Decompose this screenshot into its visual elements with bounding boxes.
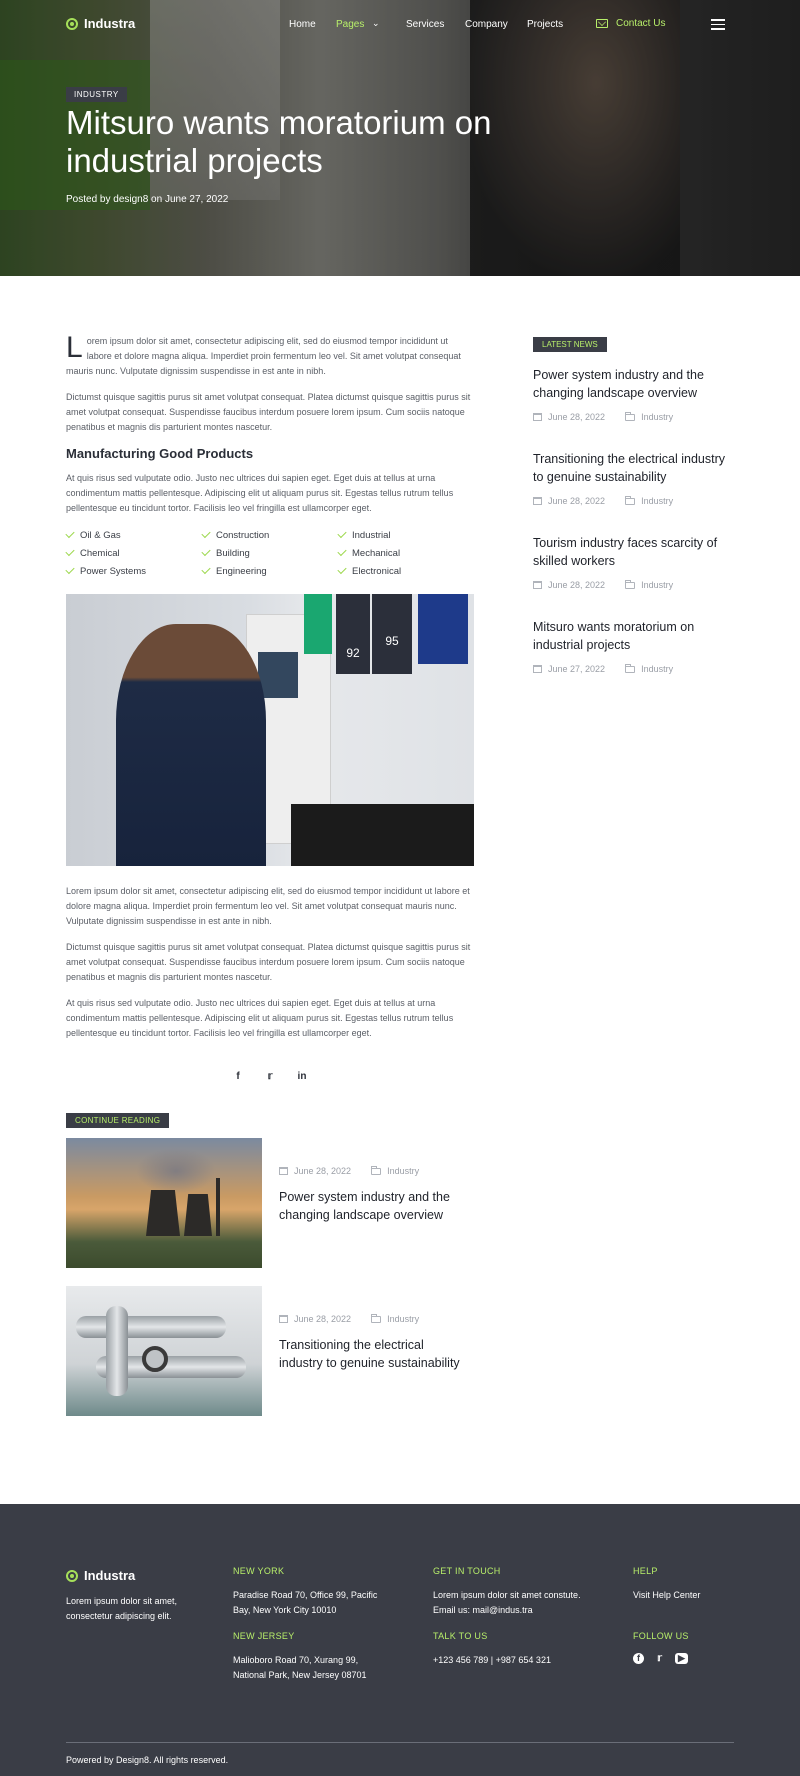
- dropcap: L: [66, 331, 83, 364]
- man-with-phone: [116, 624, 266, 866]
- checklist-label: Power Systems: [80, 565, 146, 577]
- pump-label-95: 95: [372, 594, 412, 674]
- checklist-item: [66, 528, 202, 542]
- nav-home[interactable]: Home: [289, 19, 316, 30]
- social-links: [633, 1653, 743, 1664]
- post-meta-row: [533, 412, 733, 422]
- check-icon: [65, 547, 74, 556]
- post-date-text: June 28, 2022: [294, 1166, 352, 1176]
- checklist-label: Mechanical: [352, 547, 401, 559]
- latest-news-title[interactable]: Power system industry and the changing landscape overview: [533, 368, 704, 400]
- post-category[interactable]: [625, 412, 673, 422]
- checklist-label: Building: [216, 547, 250, 559]
- footer-col-follow-us: [633, 1629, 743, 1664]
- feature-checklist: [66, 528, 474, 578]
- post-category-text: Industry: [387, 1314, 420, 1324]
- linkedin-icon[interactable]: in: [297, 1071, 307, 1082]
- folder-icon: [625, 498, 635, 505]
- check-icon: [337, 565, 346, 574]
- footer-heading: NEW YORK: [233, 1566, 285, 1576]
- post-date-text: June 28, 2022: [548, 580, 606, 590]
- calendar-icon: [533, 413, 542, 421]
- footer-brand-name: Industra: [84, 1568, 136, 1583]
- latest-news-item[interactable]: [533, 534, 733, 590]
- article-paragraph: At quis risus sed vulputate odio. Justo nec ultrices dui sapien eget. Eget duis at tellus at urna condimentum mattis pellentesque. Adipiscing elit ut aliquam purus sit. Egestas tellus rutrum tellus pellentesque eu tincidunt tortor. Facilisis leo vel fringilla est ullamcorper eget.: [66, 473, 454, 513]
- share-links: [66, 1071, 474, 1082]
- post-meta-row: [533, 496, 733, 506]
- post-category-text: Industry: [641, 580, 674, 590]
- article-body: [66, 331, 474, 1434]
- page-title: Mitsuro wants moratorium on industrial projects: [66, 104, 492, 179]
- folder-icon: [625, 582, 635, 589]
- latest-news-title[interactable]: Tourism industry faces scarcity of skilled workers: [533, 536, 718, 568]
- logo-icon: [66, 18, 78, 30]
- post-date: [279, 1314, 351, 1324]
- latest-news-item[interactable]: [533, 366, 733, 422]
- latest-news-item[interactable]: [533, 450, 733, 506]
- calendar-icon: [533, 665, 542, 673]
- check-icon: [201, 565, 210, 574]
- pump-nozzles: [291, 804, 474, 866]
- footer-address: Paradise Road 70, Office 99, Pacific Bay, New York City 10010: [233, 1590, 378, 1615]
- post-date: [533, 664, 605, 674]
- footer-divider: [66, 1742, 734, 1743]
- nav-services[interactable]: Services: [406, 19, 445, 30]
- latest-news-label: LATEST NEWS: [533, 337, 607, 352]
- intro-text: orem ipsum dolor sit amet, consectetur adipiscing elit, sed do eiusmod tempor incididunt ut labore et dolore magna aliqua. Imperdiet proin fermentum leo vel. Sit amet volutpat consequat mauris nunc. Vulputate dignissim suspendisse in est ante in nibh.: [66, 336, 461, 376]
- related-post-body: [279, 1286, 469, 1416]
- hero-category-badge[interactable]: INDUSTRY: [66, 87, 127, 102]
- post-date: [279, 1166, 351, 1176]
- calendar-icon: [533, 497, 542, 505]
- post-meta-row: [533, 664, 733, 674]
- pump-label-92: 92: [336, 594, 370, 674]
- latest-news-title[interactable]: Transitioning the electrical industry to genuine sustainability: [533, 452, 725, 484]
- nav-company[interactable]: Company: [465, 19, 508, 30]
- article-paragraph: At quis risus sed vulputate odio. Justo nec ultrices dui sapien eget. Eget duis at tellus at urna condimentum mattis pellentesque. Adipiscing elit ut aliquam purus sit. Egestas tellus rutrum tellus pellentesque eu tincidunt tortor. Facilisis leo vel fringilla est ullamcorper eget.: [66, 998, 454, 1038]
- top-navbar: [0, 0, 800, 50]
- post-date: [533, 496, 605, 506]
- post-meta: Posted by design8 on June 27, 2022: [66, 194, 229, 205]
- post-category-text: Industry: [641, 664, 674, 674]
- logo-icon: [66, 1570, 78, 1582]
- brand-name: Industra: [84, 16, 136, 31]
- post-meta-row: [279, 1314, 469, 1324]
- facebook-icon[interactable]: f: [633, 1653, 644, 1664]
- footer-brand-logo[interactable]: [66, 1568, 135, 1583]
- nav-projects[interactable]: Projects: [527, 19, 564, 30]
- footer-about: Lorem ipsum dolor sit amet, consectetur adipiscing elit.: [66, 1596, 178, 1621]
- post-category[interactable]: [625, 580, 673, 590]
- checklist-item: [66, 546, 202, 560]
- article-image: [66, 594, 474, 866]
- checklist-label: Oil & Gas: [80, 529, 121, 541]
- chevron-down-icon[interactable]: ⌄: [372, 18, 380, 28]
- checklist-item: [202, 528, 338, 542]
- post-date-text: June 28, 2022: [548, 496, 606, 506]
- related-post-image-power-plant[interactable]: [66, 1138, 262, 1268]
- article-paragraph: Dictumst quisque sagittis purus sit amet volutpat consequat. Platea dictumst quisque sagittis purus sit amet volutpat consequat. Suspendisse faucibus interdum posuere lorem ipsum. Cum sociis natoque penatibus et magnis dis parturient montes nascetur.: [66, 392, 471, 432]
- footer-heading: HELP: [633, 1566, 658, 1576]
- contact-us-button[interactable]: [596, 18, 665, 29]
- post-date: [533, 580, 605, 590]
- related-post-body: [279, 1138, 469, 1268]
- pump-green-column: [304, 594, 332, 654]
- brand-logo[interactable]: [66, 16, 135, 31]
- check-icon: [337, 547, 346, 556]
- article-paragraph: Dictumst quisque sagittis purus sit amet volutpat consequat. Platea dictumst quisque sagittis purus sit amet volutpat consequat. Suspendisse faucibus interdum posuere lorem ipsum. Cum sociis natoque penatibus et magnis dis parturient montes nascetur.: [66, 942, 471, 982]
- check-icon: [65, 529, 74, 538]
- folder-icon: [371, 1316, 381, 1323]
- nav-pages[interactable]: Pages: [336, 19, 365, 30]
- sidebar-latest-news: [533, 334, 733, 702]
- hero-section: [0, 0, 800, 276]
- footer-heading: TALK TO US: [433, 1631, 488, 1641]
- checklist-label: Electronical: [352, 565, 402, 577]
- post-date-text: June 28, 2022: [548, 412, 606, 422]
- post-meta-row: [279, 1166, 469, 1176]
- checklist-item: [66, 564, 202, 578]
- article-paragraph: Lorem ipsum dolor sit amet, consectetur adipiscing elit, sed do eiusmod tempor incididunt ut labore et dolore magna aliqua. Imperdiet proin fermentum leo vel. Sit amet volutpat consequat mauris nunc. Vulputate dignissim suspendisse in est ante in nibh.: [66, 886, 470, 926]
- post-category[interactable]: [625, 664, 673, 674]
- check-icon: [201, 529, 210, 538]
- folder-icon: [625, 666, 635, 673]
- related-post-title[interactable]: Transitioning the electrical industry to genuine sustainability: [279, 1338, 460, 1370]
- post-date-text: June 28, 2022: [294, 1314, 352, 1324]
- checklist-item: [338, 546, 474, 560]
- folder-icon: [371, 1168, 381, 1175]
- youtube-icon[interactable]: ▶: [675, 1653, 688, 1664]
- post-category-text: Industry: [641, 496, 674, 506]
- contact-us-label: Contact Us: [616, 18, 666, 29]
- mail-icon: [596, 19, 608, 28]
- pump-blue-column: [418, 594, 468, 664]
- folder-icon: [625, 414, 635, 421]
- twitter-icon[interactable]: 𝕣: [657, 1653, 662, 1664]
- post-category-text: Industry: [387, 1166, 420, 1176]
- continue-reading-label: CONTINUE READING: [66, 1113, 169, 1128]
- check-icon: [337, 529, 346, 538]
- checklist-label: Chemical: [80, 547, 120, 559]
- related-post-title[interactable]: Power system industry and the changing landscape overview: [279, 1190, 450, 1222]
- footer-heading: FOLLOW US: [633, 1631, 689, 1641]
- site-footer: [0, 1504, 800, 1776]
- post-date: [533, 412, 605, 422]
- article-intro: [66, 331, 474, 379]
- post-category[interactable]: [625, 496, 673, 506]
- post-date-text: June 27, 2022: [548, 664, 606, 674]
- checklist-item: [202, 564, 338, 578]
- footer-copyright: Powered by Design8. All rights reserved.: [66, 1755, 229, 1765]
- footer-col-help: [633, 1564, 743, 1603]
- hamburger-menu-icon[interactable]: [711, 19, 725, 29]
- footer-col-new-york: [233, 1564, 393, 1618]
- footer-address: Malioboro Road 70, Xurang 99, National Park, New Jersey 08701: [233, 1655, 367, 1680]
- post-category[interactable]: [371, 1314, 419, 1324]
- footer-phone[interactable]: +123 456 789 | +987 654 321: [433, 1655, 551, 1665]
- twitter-icon[interactable]: 𝕣: [267, 1071, 273, 1082]
- checklist-label: Construction: [216, 529, 270, 541]
- calendar-icon: [533, 581, 542, 589]
- calendar-icon: [279, 1315, 288, 1323]
- footer-col-new-jersey: [233, 1629, 393, 1683]
- help-center-link[interactable]: Visit Help Center: [633, 1590, 701, 1600]
- post-category[interactable]: [371, 1166, 419, 1176]
- post-meta-row: [533, 580, 733, 590]
- calendar-icon: [279, 1167, 288, 1175]
- facebook-icon[interactable]: f: [236, 1071, 240, 1082]
- latest-news-title[interactable]: Mitsuro wants moratorium on industrial projects: [533, 620, 695, 652]
- checklist-item: [202, 546, 338, 560]
- check-icon: [65, 565, 74, 574]
- latest-news-item[interactable]: [533, 618, 733, 674]
- related-post[interactable]: [66, 1138, 474, 1268]
- article-subheading: Manufacturing Good Products: [66, 446, 254, 461]
- footer-heading: NEW JERSEY: [233, 1631, 295, 1641]
- check-icon: [201, 547, 210, 556]
- footer-col-talk-to-us: [433, 1629, 603, 1668]
- related-post-image-pipes[interactable]: [66, 1286, 262, 1416]
- checklist-item: [338, 528, 474, 542]
- related-post[interactable]: [66, 1286, 474, 1416]
- post-category-text: Industry: [641, 412, 674, 422]
- checklist-label: Engineering: [216, 565, 267, 577]
- footer-heading: GET IN TOUCH: [433, 1566, 501, 1576]
- footer-touch-text: Lorem ipsum dolor sit amet constute.: [433, 1590, 581, 1600]
- checklist-label: Industrial: [352, 529, 391, 541]
- pump-screen: [258, 652, 298, 698]
- footer-email-link[interactable]: Email us: mail@indus.tra: [433, 1605, 533, 1615]
- checklist-item: [338, 564, 474, 578]
- footer-col-get-in-touch: [433, 1564, 603, 1618]
